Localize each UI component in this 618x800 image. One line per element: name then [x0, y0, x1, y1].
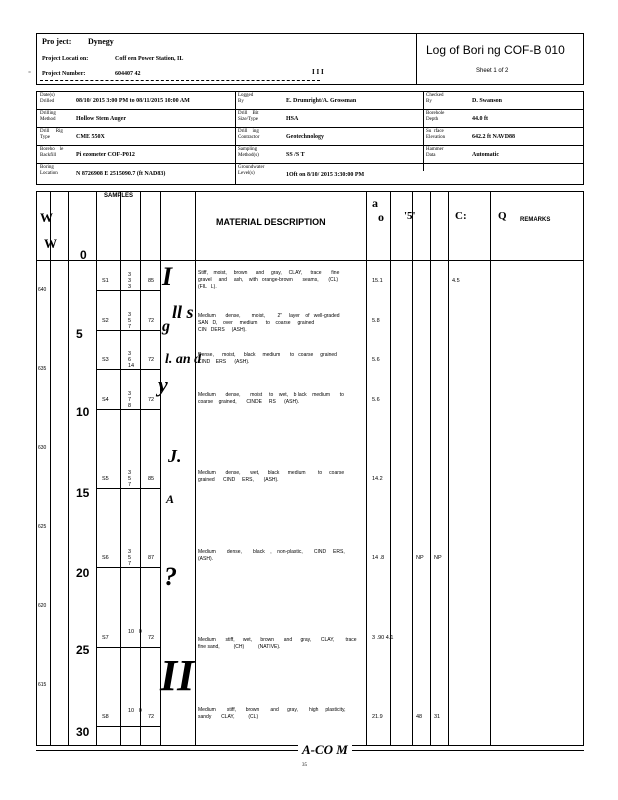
- col-depth: [68, 191, 69, 746]
- material-header: MATERIAL DESCRIPTION: [216, 217, 326, 227]
- col-c: [448, 191, 449, 746]
- info-row-1: [36, 109, 584, 110]
- location-label: Project Locati on:: [42, 56, 89, 62]
- col-b: [430, 191, 431, 746]
- sample-blows: 3 6 14: [128, 351, 135, 369]
- checked-value: D. Swanson: [472, 98, 503, 104]
- sample-blows: 10 0: [128, 629, 142, 635]
- depth-label: 10: [76, 405, 90, 419]
- log-title: Log of Bori ng COF-B 010: [426, 43, 565, 57]
- sample-bar: [96, 290, 160, 291]
- graphic-log-mark: II: [160, 651, 195, 700]
- info-row-3: [36, 145, 584, 146]
- sample-id: S2: [102, 318, 109, 324]
- sampling-value: SS /S T: [286, 152, 305, 158]
- project-label: Pro ject:: [42, 37, 72, 46]
- elevation-label: 625: [38, 524, 47, 530]
- graphic-log-mark: g: [162, 318, 170, 335]
- moisture-value: 15.1: [372, 278, 383, 284]
- sample-id: S7: [102, 635, 109, 641]
- sample-bar: [96, 488, 160, 489]
- logged-label: Logged By: [238, 93, 254, 104]
- margin-mark: ⁼: [28, 71, 32, 77]
- moisture-value: 5.6: [372, 397, 380, 403]
- sample-recovery: 72: [148, 397, 155, 403]
- sample-blows: 3 5 7: [128, 549, 132, 567]
- sample-blows: 3 7 8: [128, 391, 132, 409]
- gw-value: 1Oft on 8/10/ 2015 3:30:00 PM: [286, 172, 365, 178]
- sampling-label: Sampling Method(s): [238, 147, 259, 158]
- info-row-4: [36, 163, 584, 164]
- sample-bar: [96, 726, 160, 727]
- depth-label: 25: [76, 643, 90, 657]
- col-blows: [120, 191, 121, 746]
- sample-recovery: 87: [148, 555, 155, 561]
- moisture-value: 5.8: [372, 318, 380, 324]
- gw-label: Groundwater Level(s): [238, 165, 265, 176]
- dates-value: 08/10/ 2015 3:00 PM to 08/11/2015 10:00 AM: [76, 98, 190, 104]
- graphic-log-mark: I: [162, 262, 173, 291]
- sample-recovery: 72: [148, 635, 155, 641]
- remarks-header: REMARKS: [520, 217, 551, 223]
- sample-recovery: 85: [148, 476, 155, 482]
- sample-bar: [96, 409, 160, 410]
- sample-bar: [96, 647, 160, 648]
- col-moist: [366, 191, 367, 746]
- depth-label: 0: [80, 248, 87, 262]
- surface-label: Su rface Elevation: [426, 129, 446, 140]
- graphic-log-mark: y: [158, 372, 168, 397]
- page-number: 35: [302, 763, 307, 768]
- col-desc: [195, 191, 196, 746]
- material-description: Medium stiff, brown and gray, high plasticity, sandy CLAY, (CL): [198, 707, 346, 720]
- elevation-label: 640: [38, 287, 47, 293]
- bitsize-label: Drill Bit Size/Type: [238, 111, 259, 122]
- moisture-value: 21.9: [372, 714, 383, 720]
- sample-id: S4: [102, 397, 109, 403]
- header-underline: [36, 260, 584, 261]
- sample-blows: 3 5 7: [128, 470, 132, 488]
- col-dens: [390, 191, 391, 746]
- material-description: Stiff, moist, brown and gray, CLAY, trace fine gravel and ash, with orange-brown seams, (CL) (FIL L).: [198, 270, 340, 290]
- graphic-log-mark: ll s: [172, 302, 194, 322]
- sample-id: S5: [102, 476, 109, 482]
- header-glyph-1: W: [40, 210, 53, 225]
- moisture-value: 14.2: [372, 476, 383, 482]
- material-description: Dense, moist, black medium to coarse grained CIND ERS (ASH).: [198, 352, 337, 365]
- header-glyph-2: W: [44, 236, 57, 251]
- rig-label: Drill Rig Type: [40, 129, 63, 140]
- boringloc-label: Boring Location: [40, 165, 58, 176]
- sample-recovery: 85: [148, 278, 155, 284]
- backfill-label: Boreho le Backfill: [40, 147, 64, 158]
- elevation-label: 630: [38, 445, 47, 451]
- col-samp: [96, 191, 97, 746]
- plasticity-value: 31: [434, 714, 441, 720]
- samples-label: SAMPLES: [104, 193, 134, 199]
- header-glyph-6: C:: [455, 210, 467, 222]
- sheet-number: Sheet 1 of 2: [476, 68, 509, 74]
- graphic-log-mark: J.: [168, 446, 182, 466]
- hammer-label: Hammer Data: [426, 147, 444, 158]
- header-glyph-4: o: [378, 210, 384, 224]
- moisture-value: 3 .90 4.1: [372, 635, 394, 641]
- depth-label: 15: [76, 486, 90, 500]
- info-col-2: [423, 91, 424, 171]
- moisture-value: 5.6: [372, 357, 380, 363]
- graphic-log-mark: ?: [164, 562, 177, 591]
- sample-recovery: 72: [148, 714, 155, 720]
- sample-blows: 10 0: [128, 708, 142, 714]
- sample-recovery: 72: [148, 357, 155, 363]
- dates-label: Date(s) Drilled: [40, 93, 55, 104]
- number-label: Project Number:: [42, 71, 86, 77]
- depth-value: 44.0 ft: [472, 116, 488, 122]
- header-glyph-7: Q: [498, 210, 507, 222]
- header-glyph-5: '5': [404, 210, 416, 222]
- material-description: Medium dense, moist to wet, b lack medium to coarse grained, CINDE RS (ASH).: [198, 392, 344, 405]
- checked-label: Checked By: [426, 93, 444, 104]
- material-description: Medium dense, black , non-plastic, CIND ERS, (ASH).: [198, 549, 345, 562]
- elevation-label: 615: [38, 682, 47, 688]
- sample-id: S8: [102, 714, 109, 720]
- sample-recovery: 72: [148, 318, 155, 324]
- plasticity-value: NP: [434, 555, 442, 561]
- sample-bar: [96, 567, 160, 568]
- backfill-value: Pi ezometer COF-P012: [76, 152, 135, 158]
- sample-blows: 3 3 3: [128, 272, 132, 290]
- depth-label: 5: [76, 327, 83, 341]
- boringloc-value: N 8726908 E 2515090.7 (ft NAD83): [76, 171, 166, 177]
- col-a: [412, 191, 413, 746]
- location-value: Coff een Power Station, IL: [115, 56, 184, 62]
- material-description: Medium stiff, wet, brown and gray, CLAY, trace fine sand, (CH) (NATIVE).: [198, 637, 357, 650]
- sample-bar: [96, 369, 160, 370]
- title-dashes: [40, 80, 320, 81]
- graphic-log-mark: A: [166, 492, 175, 506]
- info-row-2: [36, 127, 584, 128]
- liquid-limit-value: 48: [416, 714, 423, 720]
- col-elev: [50, 191, 51, 746]
- depth-label: 30: [76, 725, 90, 739]
- method-value: Hollow Stem Auger: [76, 116, 126, 122]
- sample-bar: [96, 330, 160, 331]
- project-value: Dynegy: [88, 37, 114, 46]
- col-remarks: [490, 191, 491, 746]
- liquid-limit-value: NP: [416, 555, 424, 561]
- sample-id: S1: [102, 278, 109, 284]
- logged-value: E. Drumright/A. Grossman: [286, 98, 357, 104]
- contractor-label: Drill ing Contractor: [238, 129, 260, 140]
- hammer-value: Automatic: [472, 152, 499, 158]
- material-description: Medium dense, wet, black medium to coarse grained CIND ERS, (ASH).: [198, 470, 345, 483]
- title-divider: [416, 33, 417, 85]
- header-glyph-3: a: [372, 196, 378, 210]
- info-col-1: [235, 91, 236, 185]
- surface-value: 642.2 ft NAVD88: [472, 134, 516, 140]
- material-description: Medium dense, moist, 2" layer of well-graded SAN D, over medium to coarse grained CIN DERS (ASH).: [198, 313, 340, 333]
- sample-id: S6: [102, 555, 109, 561]
- bitsize-value: HSA: [286, 116, 299, 122]
- footer-brand: A-CO M: [298, 742, 352, 758]
- plasticity-value: 4.5: [452, 278, 460, 284]
- moisture-value: 14 .8: [372, 555, 385, 561]
- graphic-log-mark: l. an d: [165, 352, 202, 367]
- method-label: Drilling Method: [40, 111, 56, 122]
- depth-label: 20: [76, 566, 90, 580]
- rig-value: CME 550X: [76, 134, 105, 140]
- sample-id: S3: [102, 357, 109, 363]
- col-rec: [140, 191, 141, 746]
- sample-blows: 3 5 7: [128, 312, 132, 330]
- elevation-label: 620: [38, 603, 47, 609]
- depth-label: Borehole Depth: [426, 111, 445, 122]
- elevation-label: 635: [38, 366, 47, 372]
- contractor-value: Geotechnology: [286, 134, 324, 140]
- title-mark: I I I: [312, 68, 324, 76]
- number-value: 604407 42: [115, 71, 141, 77]
